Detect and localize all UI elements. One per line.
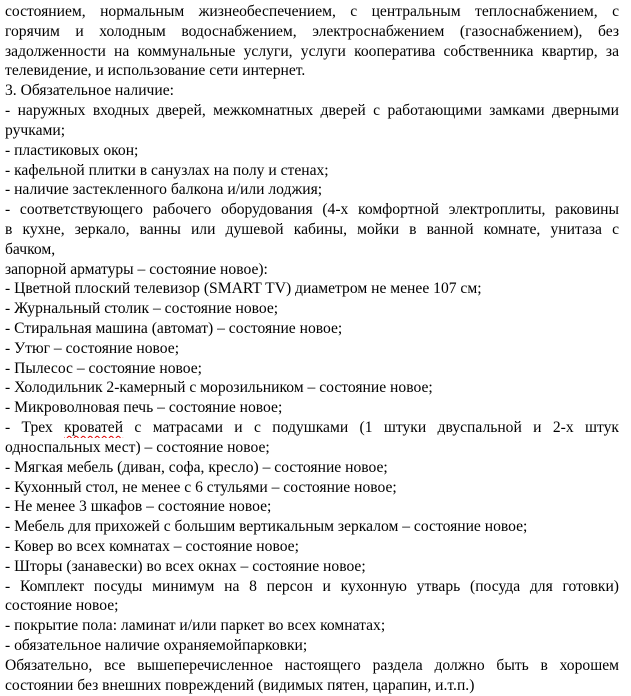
text-line: - Утюг – состояние новое;: [5, 339, 180, 357]
text-line: - Шторы (занавески) во всех окнах – состояние новое;: [5, 557, 366, 575]
text-line: состояние новое;: [5, 597, 119, 615]
text-line: - Мягкая мебель (диван, софа, кресло) – состояние новое;: [5, 458, 388, 476]
text-line: - Микроволновая печь – состояние новое;: [5, 399, 283, 417]
text-line: телевидение, и использование сети интернет.: [5, 62, 306, 80]
text-line: [5, 418, 619, 438]
text-line: односпальных мест) – состояние новое;: [5, 438, 270, 456]
text-line: - наличие застекленного балкона и/или лоджия;: [5, 181, 323, 199]
text-line: состоянии без внешних повреждений (видимых пятен, царапин, и.т.п.): [5, 676, 475, 694]
text-line: Обязательно, все вышеперечисленное настоящего раздела должно быть в хорошем: [5, 656, 619, 674]
section-heading: 3. Обязательное наличие:: [5, 82, 175, 100]
text-line: - Мебель для прихожей с большим вертикальным зеркалом – состояние новое;: [5, 518, 528, 536]
text-line: - покрытие пола: ламинат и/или паркет во всех комнатах;: [5, 617, 386, 635]
text-segment: с матрасами и с подушками (1 штуки двуспальной и 2-х штук: [123, 419, 619, 437]
text-line: состоянием, нормальным жизнеобеспечением, с центральным теплоснабжением, с: [5, 3, 619, 20]
text-line: - кафельной плитки в санузлах на полу и стенах;: [5, 161, 329, 179]
text-line: - Ковер во всех комнатах – состояние новое;: [5, 537, 299, 555]
text-line: - Не менее 3 шкафов – состояние новое;: [5, 498, 272, 516]
text-line: горячим и холодным водоснабжением, электроснабжением (газоснабжением), без: [5, 22, 619, 40]
text-line: запорной арматуры – состояние новое):: [5, 260, 268, 278]
text-line: - соответствующего рабочего оборудования (4-х комфортной электроплиты, раковины: [5, 201, 619, 219]
misspelled-word: кроватей: [64, 419, 124, 437]
text-line: - Холодильник 2-камерный с морозильником – состояние новое;: [5, 379, 433, 397]
text-line: - пластиковых окон;: [5, 141, 139, 159]
text-line: - Кухонный стол, не менее с 6 стульями – состояние новое;: [5, 478, 397, 496]
text-line: бачком,: [5, 240, 56, 258]
text-line: - Стиральная машина (автомат) – состояние новое;: [5, 320, 343, 337]
text-line: - обязательное наличие охраняемойпарковки;: [5, 637, 308, 654]
text-line: задолженности на коммунальные услуги, услуги кооператива собственника квартир, за: [5, 42, 619, 60]
text-segment: - Трех: [5, 419, 65, 437]
text-line: ручками;: [5, 121, 66, 139]
text-line: - наружных входных дверей, межкомнатных дверей с работающими замками дверными: [5, 102, 619, 120]
text-line: в кухне, зеркало, ванны или душевой кабины, мойки в ванной комнате, унитаза с: [5, 220, 619, 238]
text-line: - Журнальный столик – состояние новое;: [5, 300, 279, 318]
text-line: - Пылесос – состояние новое;: [5, 359, 203, 377]
text-line: - Цветной плоский телевизор (SMART TV) диаметром не менее 107 см;: [5, 280, 482, 298]
text-line: - Комплект посуды минимум на 8 персон и кухонную утварь (посуда для готовки): [5, 577, 619, 595]
